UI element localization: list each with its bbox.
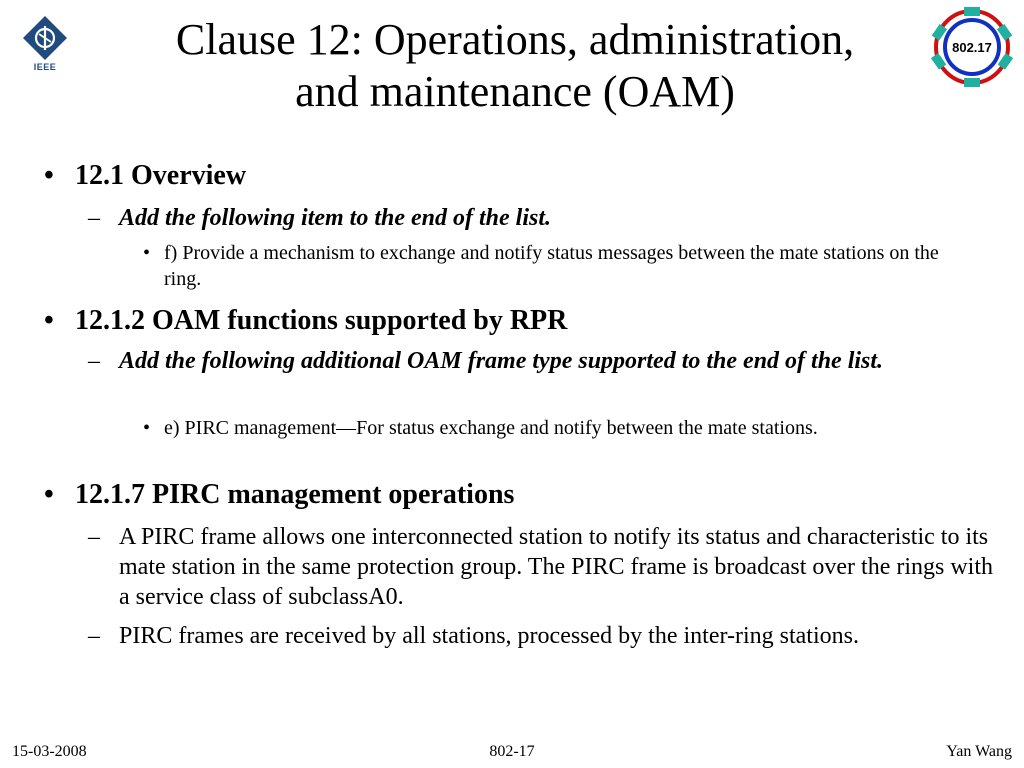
bullet-icon: • [44, 160, 54, 191]
ieee-logo-text: IEEE [33, 62, 57, 72]
bullet-icon: • [44, 479, 54, 510]
ieee-802-17-logo [928, 6, 1016, 88]
heading-text: 12.1.7 PIRC management operations [75, 479, 515, 510]
sub-item-text: Add the following item to the end of the list. [119, 205, 552, 231]
heading-text: 12.1 Overview [75, 160, 247, 191]
ring-icon [928, 6, 1016, 88]
dash-icon: – [88, 524, 100, 550]
ieee-logo [20, 14, 70, 76]
slide-title [95, 14, 935, 118]
footer-author: Yan Wang [946, 743, 1012, 760]
footer-center: 802-17 [489, 743, 535, 760]
ring-logo-text: 802.17 [952, 40, 992, 55]
sub-item-text: PIRC frames are received by all stations, processed by the inter-ring stations. [119, 623, 859, 649]
list-item-text: e) PIRC management—For status exchange and notify between the mate stations. [164, 417, 818, 439]
bullet-icon: • [143, 417, 151, 439]
bullet-icon: • [143, 242, 151, 264]
dash-icon: – [88, 623, 100, 649]
list-item-text: f) Provide a mechanism to exchange and notify status messages between the mate stations on the ring. [164, 242, 939, 290]
title-line-1: Clause 12: Operations, administration, [175, 15, 855, 64]
dash-icon: – [88, 348, 100, 374]
sub-item-text: Add the following additional OAM frame type supported to the end of the list. [119, 348, 884, 374]
ieee-diamond-icon [20, 14, 70, 62]
dash-icon: – [88, 205, 100, 231]
heading-text: 12.1.2 OAM functions supported by RPR [75, 305, 568, 336]
bullet-icon: • [44, 305, 54, 336]
sub-item-text: A PIRC frame allows one interconnected station to notify its status and characteristic to its mate station in the same protection group. The PIRC frame is broadcast over the rings with a service class of subclassA0. [119, 524, 994, 610]
title-line-2: and maintenance (OAM) [295, 67, 735, 116]
footer-date: 15-03-2008 [12, 743, 87, 760]
